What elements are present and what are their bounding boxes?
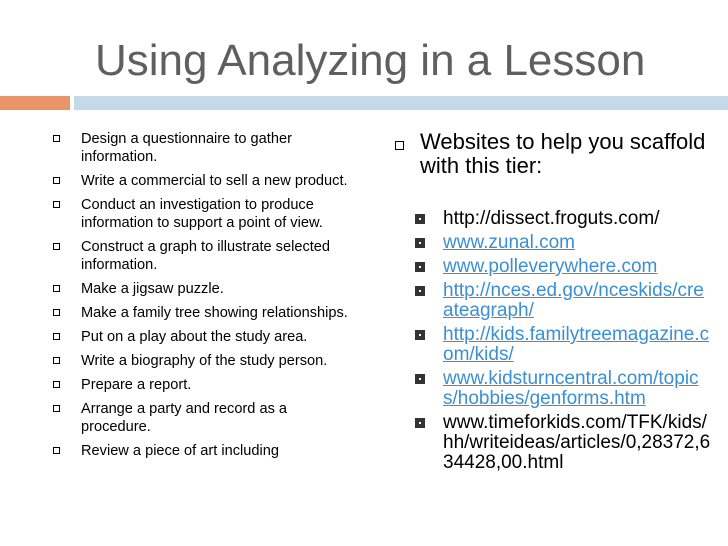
square-bullet-icon [53, 357, 60, 364]
list-item[interactable] [413, 369, 713, 409]
website-link[interactable]: www.polleverywhere.com [443, 256, 658, 277]
list-item[interactable] [413, 325, 713, 365]
filled-square-bullet-icon [415, 330, 425, 340]
filled-square-bullet-icon [415, 374, 425, 384]
website-list [413, 209, 713, 477]
list-item [413, 209, 713, 229]
website-link[interactable]: http://nces.ed.gov/nceskids/createagraph/ [443, 280, 704, 321]
list-item: Put on a play about the study area. [50, 328, 350, 346]
square-bullet-icon [53, 201, 60, 208]
activity-list [50, 130, 350, 466]
list-item: Write a biography of the study person. [50, 352, 350, 370]
divider-bar [74, 96, 728, 110]
filled-square-bullet-icon [415, 214, 425, 224]
list-item: Conduct an investigation to produce information to support a point of view. [50, 196, 350, 232]
square-bullet-icon [53, 447, 60, 454]
list-item[interactable] [413, 233, 713, 253]
filled-square-bullet-icon [415, 286, 425, 296]
square-bullet-icon [53, 333, 60, 340]
filled-square-bullet-icon [415, 238, 425, 248]
list-item[interactable] [413, 281, 713, 321]
list-item [413, 413, 713, 473]
list-item: Make a family tree showing relationships. [50, 304, 350, 322]
website-text: http://dissect.froguts.com/ [443, 208, 660, 229]
square-bullet-icon [53, 135, 60, 142]
list-item: Arrange a party and record as a procedure. [50, 400, 350, 436]
website-text: www.timeforkids.com/TFK/kids/hh/writeideas/articles/0,28372,634428,00.html [443, 412, 711, 473]
filled-square-bullet-icon [415, 262, 425, 272]
list-item: Construct a graph to illustrate selected information. [50, 238, 350, 274]
websites-heading: Websites to help you scaffold with this tier: [393, 130, 713, 178]
square-bullet-icon [53, 381, 60, 388]
square-bullet-icon [53, 177, 60, 184]
website-link[interactable]: www.kidsturncentral.com/topics/hobbies/genforms.htm [443, 368, 699, 409]
list-item: Prepare a report. [50, 376, 350, 394]
accent-bar [0, 96, 70, 110]
slide-title: Using Analyzing in a Lesson [95, 36, 646, 85]
square-bullet-icon [53, 405, 60, 412]
list-item[interactable] [413, 257, 713, 277]
list-item: Review a piece of art including [50, 442, 350, 460]
square-bullet-icon [53, 309, 60, 316]
square-bullet-icon [53, 285, 60, 292]
list-item: Write a commercial to sell a new product. [50, 172, 350, 190]
website-link[interactable]: www.zunal.com [443, 232, 575, 253]
square-bullet-icon [53, 243, 60, 250]
list-item: Make a jigsaw puzzle. [50, 280, 350, 298]
website-link[interactable]: http://kids.familytreemagazine.com/kids/ [443, 324, 710, 365]
filled-square-bullet-icon [415, 418, 425, 428]
square-bullet-icon [395, 141, 404, 150]
list-item: Design a questionnaire to gather information. [50, 130, 350, 166]
